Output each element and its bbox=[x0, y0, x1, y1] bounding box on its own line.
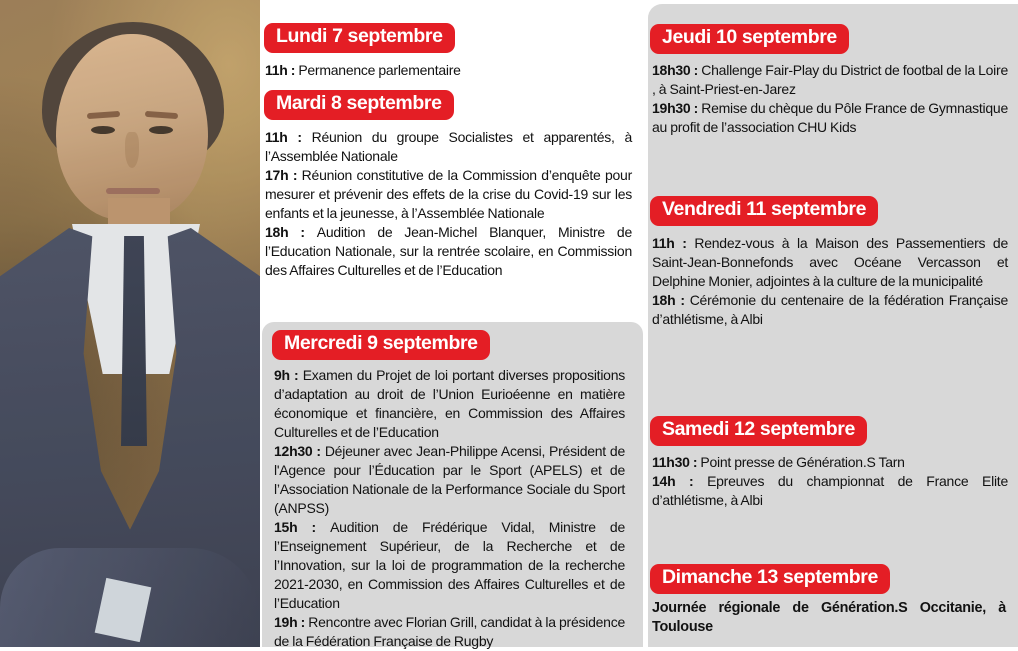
entry-separator: : bbox=[287, 129, 312, 145]
day-badge-thursday: Jeudi 10 septembre bbox=[650, 24, 849, 54]
entry-separator: : bbox=[689, 454, 701, 470]
wednesday-entries bbox=[274, 366, 625, 651]
agenda-entry bbox=[652, 472, 1008, 510]
entry-text: Challenge Fair-Play du District de footbal de la Loire , à Saint-Priest-en-Jarez bbox=[652, 62, 1008, 97]
entry-time: 11h30 bbox=[652, 454, 690, 470]
entry-time: 14h bbox=[652, 473, 676, 489]
agenda-entry bbox=[652, 99, 1008, 137]
monday-entries bbox=[265, 61, 632, 80]
entry-separator: : bbox=[675, 292, 690, 308]
entry-time: 11h bbox=[652, 235, 675, 251]
entry-separator: : bbox=[675, 473, 708, 489]
agenda-entry bbox=[274, 518, 625, 613]
entry-time: 18h bbox=[265, 224, 289, 240]
entry-separator: : bbox=[287, 62, 299, 78]
entry-text: Rendez-vous à la Maison des Passementiers de Saint-Jean-Bonnefonds avec Océane Vercasson et Delphine Monier, adjointes à la culture de la municipalité bbox=[652, 235, 1008, 289]
entry-time: 12h30 bbox=[274, 443, 313, 459]
entry-text: Déjeuner avec Jean-Philippe Acensi, Président de l'Agence pour l’Éducation par le Sport (APELS) et de l’Association Nationale de la Performance Sociale du Sport (ANPSS) bbox=[274, 443, 625, 516]
day-badge-saturday: Samedi 12 septembre bbox=[650, 416, 867, 446]
sunday-entries bbox=[652, 599, 1006, 637]
day-badge-tuesday: Mardi 8 septembre bbox=[264, 90, 454, 120]
entry-text: Audition de Frédérique Vidal, Ministre de l’Enseignement Supérieur, de la Recherche et de l’Innovation, sur la loi de programmation de la recherche 2021-2030, en Commission des Affaires Culturelles et de l’Education bbox=[274, 519, 625, 611]
entry-time: 17h bbox=[265, 167, 289, 183]
entry-text: Cérémonie du centenaire de la fédération Française d’athlétisme, à Albi bbox=[652, 292, 1008, 327]
day-badge-wednesday: Mercredi 9 septembre bbox=[272, 330, 490, 360]
photo-overlay bbox=[0, 0, 260, 647]
entry-separator: : bbox=[690, 62, 702, 78]
day-badge-friday: Vendredi 11 septembre bbox=[650, 196, 878, 226]
entry-time: 15h bbox=[274, 519, 298, 535]
entry-time: 11h bbox=[265, 129, 288, 145]
day-badge-sunday: Dimanche 13 septembre bbox=[650, 564, 890, 594]
saturday-entries bbox=[652, 453, 1008, 510]
tuesday-entries bbox=[265, 128, 632, 280]
entry-time: 18h bbox=[652, 292, 676, 308]
agenda-entry bbox=[274, 613, 625, 651]
agenda-entry bbox=[265, 223, 632, 280]
entry-text: Réunion du groupe Socialistes et apparentés, à l’Assemblée Nationale bbox=[265, 129, 632, 164]
entry-time: 19h bbox=[274, 614, 298, 630]
entry-separator: : bbox=[289, 367, 303, 383]
entry-separator: : bbox=[674, 235, 695, 251]
entry-time: 11h bbox=[265, 62, 288, 78]
entry-text: Point presse de Génération.S Tarn bbox=[700, 454, 905, 470]
agenda-entry bbox=[274, 442, 625, 518]
entry-text: Journée régionale de Génération.S Occitanie, à Toulouse bbox=[652, 600, 1006, 635]
entry-separator: : bbox=[288, 167, 302, 183]
entry-separator: : bbox=[297, 519, 331, 535]
agenda-entry bbox=[652, 234, 1008, 291]
agenda-entry bbox=[652, 291, 1008, 329]
day-badge-monday: Lundi 7 septembre bbox=[264, 23, 455, 53]
agenda-entry bbox=[265, 61, 632, 80]
entry-separator: : bbox=[288, 224, 317, 240]
agenda-entry bbox=[265, 166, 632, 223]
portrait-photo bbox=[0, 0, 260, 647]
agenda-entry bbox=[274, 366, 625, 442]
entry-time: 9h bbox=[274, 367, 290, 383]
entry-time: 18h30 bbox=[652, 62, 691, 78]
entry-text: Réunion constitutive de la Commission d’enquête pour mesurer et prévenir des effets de la crise du Covid-19 sur les enfants et la jeunesse, à l’Assemblée Nationale bbox=[265, 167, 632, 221]
thursday-entries bbox=[652, 61, 1008, 137]
agenda-entry bbox=[652, 599, 1006, 637]
entry-separator: : bbox=[690, 100, 702, 116]
entry-time: 19h30 bbox=[652, 100, 691, 116]
entry-text: Audition de Jean-Michel Blanquer, Ministre de l’Education Nationale, sur la rentrée scolaire, en Commission des Affaires Culturelles et de l’Education bbox=[265, 224, 633, 278]
agenda-entry bbox=[265, 128, 632, 166]
entry-separator: : bbox=[312, 443, 325, 459]
agenda-entry bbox=[652, 61, 1008, 99]
entry-text: Examen du Projet de loi portant diverses propositions d’adaptation au droit de l’Union Eurioéenne en matière économique et financière, en Commission des Affaires Culturelles et de l’Education bbox=[274, 367, 626, 440]
agenda-entry bbox=[652, 453, 1008, 472]
entry-text: Rencontre avec Florian Grill, candidat à la présidence de la Fédération Française de Rugby bbox=[274, 614, 625, 649]
entry-text: Remise du chèque du Pôle France de Gymnastique au profit de l’association CHU Kids bbox=[652, 100, 1008, 135]
entry-text: Permanence parlementaire bbox=[298, 62, 461, 78]
entry-text: Epreuves du championnat de France Elite d’athlétisme, à Albi bbox=[652, 473, 1008, 508]
entry-separator: : bbox=[297, 614, 309, 630]
friday-entries bbox=[652, 234, 1008, 329]
